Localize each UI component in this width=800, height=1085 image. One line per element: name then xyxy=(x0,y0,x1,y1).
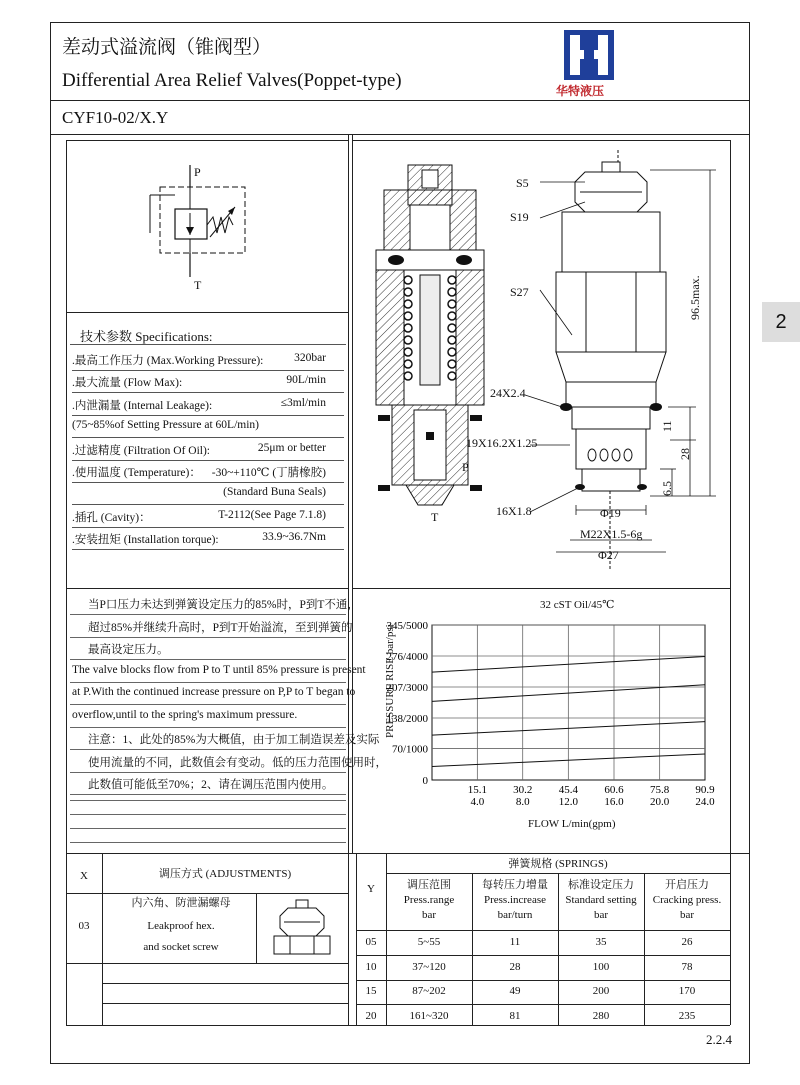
logo-text: 华特液压 xyxy=(556,84,605,98)
model-number: CYF10-02/X.Y xyxy=(62,108,169,127)
chart-y-tick-label: 138/2000 xyxy=(386,713,428,725)
spec-label: .使用温度 (Temperature)： xyxy=(72,467,201,479)
chart-x-tick-label: 30.2 xyxy=(513,784,533,796)
chart-xlabel: FLOW L/min(gpm) xyxy=(528,818,616,830)
valve-section-drawing xyxy=(370,160,490,520)
chart-x-tick-label-gpm: 12.0 xyxy=(558,796,578,808)
dim-height-28: 28 xyxy=(678,448,692,460)
spec-row xyxy=(72,460,344,483)
springs-cell: 37~120 xyxy=(412,960,446,973)
chart-x-tick-label-gpm: 8.0 xyxy=(515,796,530,808)
springs-header-cell: Cracking press. xyxy=(652,894,722,906)
spec-value: (Standard Buna Seals) xyxy=(223,486,326,499)
springs-cell: 26 xyxy=(681,936,693,948)
springs-header-cell: bar/turn xyxy=(497,909,533,921)
spec-row xyxy=(72,482,344,505)
pressure-flow-chart xyxy=(360,605,730,845)
spec-label: (75~85%of Setting Pressure at 60L/min) xyxy=(72,419,259,432)
title-en: Differential Area Relief Valves(Poppet-type) xyxy=(62,70,402,91)
spec-row xyxy=(72,438,344,461)
springs-title: 弹簧规格 (SPRINGS) xyxy=(508,858,608,870)
springs-row-code: 15 xyxy=(365,985,377,997)
description-line: 此数值可能低至70%；2、请在调压范围内使用。 xyxy=(88,779,334,791)
specs-heading: 技术参数 Specifications: xyxy=(80,329,213,344)
spec-row xyxy=(72,415,344,438)
springs-cell: 81 xyxy=(509,1009,521,1022)
chart-y-tick-label: 70/1000 xyxy=(391,743,428,756)
spec-value: T-2112(See Page 7.1.8) xyxy=(218,508,326,521)
chart-y-tick-label: 0 xyxy=(422,775,428,787)
header-divider xyxy=(50,100,750,101)
dim-m22: M22X1.5-6g xyxy=(580,527,643,541)
dim-height-96: 96.5max. xyxy=(688,275,702,320)
spec-row xyxy=(72,348,344,371)
title-cn: 差动式溢流阀（锥阀型） xyxy=(62,37,272,58)
dim-s27: S27 xyxy=(510,285,529,299)
adj-code: 03 xyxy=(78,920,90,932)
springs-cell: 11 xyxy=(509,936,521,948)
description-line: 注意：1、此处的85%为大概值，由于加工制造误差及实际 xyxy=(88,734,380,746)
springs-cell: 35 xyxy=(595,936,607,948)
dim-s19: S19 xyxy=(510,210,529,224)
chart-title: 32 cST Oil/45℃ xyxy=(540,599,615,611)
spec-label: .最大流量 (Flow Max): xyxy=(72,377,183,390)
spec-value: 25μm or better xyxy=(257,441,326,454)
spec-label: .插孔 (Cavity)： xyxy=(72,511,151,524)
chart-y-tick-label: 345/5000 xyxy=(386,620,428,632)
spec-row xyxy=(72,527,344,550)
spec-row xyxy=(72,393,344,416)
springs-header-cell: Press.increase xyxy=(483,894,546,906)
chart-x-tick-label: 75.8 xyxy=(650,784,670,796)
description-line: 使用流量的不同，此数值会有变动。低的压力范围使用时， xyxy=(88,756,387,769)
spec-value: -30~+110℃ (丁腈橡胶) xyxy=(211,467,326,479)
spec-label: .安装扭矩 (Installation torque): xyxy=(72,534,219,547)
chart-x-tick-label-gpm: 4.0 xyxy=(470,796,485,808)
hydraulic-symbol xyxy=(140,165,260,290)
springs-cell: 5~55 xyxy=(417,936,441,948)
springs-header-cell: Press.range xyxy=(403,894,455,906)
spec-value: 33.9~36.7Nm xyxy=(262,531,326,544)
adj-desc-cn: 内六角、防泄漏螺母 xyxy=(131,897,231,909)
chart-x-tick-label-gpm: 24.0 xyxy=(695,796,715,808)
springs-cell: 49 xyxy=(509,985,521,997)
springs-cell: 170 xyxy=(678,985,696,997)
symbol-port-p: P xyxy=(194,165,201,179)
spec-label: .过滤精度 (Filtration Of Oil): xyxy=(72,444,210,457)
description-line: 超过85%并继续升高时，P到T开始溢流，至到弹簧的 xyxy=(88,621,353,634)
springs-y-header: Y xyxy=(367,883,375,895)
chart-x-tick-label: 60.6 xyxy=(604,784,624,796)
springs-cell: 28 xyxy=(509,960,521,973)
dim-d19: Φ19 xyxy=(600,506,621,520)
section-tab[interactable]: 2 xyxy=(762,302,800,342)
spec-row xyxy=(72,370,344,393)
chart-ylabel: PRESSURE RISE bar/psi xyxy=(384,624,396,738)
adj-header: 调压方式 (ADJUSTMENTS) xyxy=(158,868,292,880)
spec-value: 320bar xyxy=(294,352,326,364)
chart-x-tick-label: 45.4 xyxy=(558,784,578,796)
description-line: 当P口压力未达到弹簧设定压力的85%时，P到T不通， xyxy=(88,599,359,611)
springs-header-cell: 调压范围 xyxy=(407,879,451,891)
springs-header-cell: 标准设定压力 xyxy=(568,879,634,891)
springs-header-cell: bar xyxy=(679,909,695,921)
springs-cell: 100 xyxy=(592,960,610,973)
dim-oring-24: 24X2.4 xyxy=(490,386,526,400)
symbol-port-t: T xyxy=(194,278,202,292)
chart-x-tick-label: 15.1 xyxy=(467,784,487,796)
section-port-p: P xyxy=(462,460,469,474)
spec-label: .内泄漏量 (Internal Leakage): xyxy=(72,399,213,412)
description-line: at P.With the continued increase pressure on P,P to T began to xyxy=(72,686,356,698)
springs-cell: 200 xyxy=(592,985,610,997)
dim-height-6-5: 6.5 xyxy=(660,481,674,496)
dim-oring-16: 16X1.8 xyxy=(496,504,532,518)
adj-desc-en2: and socket screw xyxy=(143,941,219,953)
dim-height-11: 11 xyxy=(660,420,674,432)
page-number: 2.2.4 xyxy=(706,1032,732,1047)
description-line: overflow,until to the spring's maximum pressure. xyxy=(72,708,298,721)
springs-header-cell: 开启压力 xyxy=(665,879,709,891)
springs-cell: 235 xyxy=(678,1009,696,1022)
springs-cell: 161~320 xyxy=(409,1009,449,1022)
company-logo xyxy=(564,30,614,80)
dim-s5: S5 xyxy=(516,176,529,190)
springs-header-cell: bar xyxy=(593,909,609,921)
springs-cell: 280 xyxy=(592,1009,610,1022)
chart-x-tick-label: 90.9 xyxy=(695,784,715,796)
springs-cell: 87~202 xyxy=(412,985,446,997)
springs-row-code: 10 xyxy=(365,960,377,973)
springs-row-code: 05 xyxy=(365,936,377,948)
chart-x-tick-label-gpm: 20.0 xyxy=(650,796,670,808)
chart-y-tick-label: 276/4000 xyxy=(386,651,428,663)
description-line: The valve blocks flow from P to T until 85% pressure is present xyxy=(72,663,366,676)
dim-d27: Φ27 xyxy=(598,548,619,562)
springs-header-cell: bar xyxy=(421,909,437,921)
springs-cell: 78 xyxy=(681,960,693,973)
spec-value: 90L/min xyxy=(286,374,326,387)
springs-header-cell: 每转压力增量 xyxy=(482,879,548,891)
dim-thread: 19X16.2X1.25 xyxy=(466,436,538,450)
adj-x-header: X xyxy=(80,870,88,882)
spec-row xyxy=(72,505,344,528)
section-port-t: T xyxy=(431,510,439,524)
adj-desc-en1: Leakproof hex. xyxy=(147,920,215,932)
description-line: 最高设定压力。 xyxy=(88,644,169,656)
spec-label: .最高工作压力 (Max.Working Pressure): xyxy=(72,355,264,367)
hex-nut-icon xyxy=(262,898,342,958)
model-divider xyxy=(50,134,750,135)
springs-row-code: 20 xyxy=(365,1009,377,1022)
springs-header-cell: Standard setting xyxy=(565,894,637,906)
chart-y-tick-label: 207/3000 xyxy=(386,682,428,694)
spec-value: ≤3ml/min xyxy=(280,396,326,409)
chart-x-tick-label-gpm: 16.0 xyxy=(604,796,624,808)
